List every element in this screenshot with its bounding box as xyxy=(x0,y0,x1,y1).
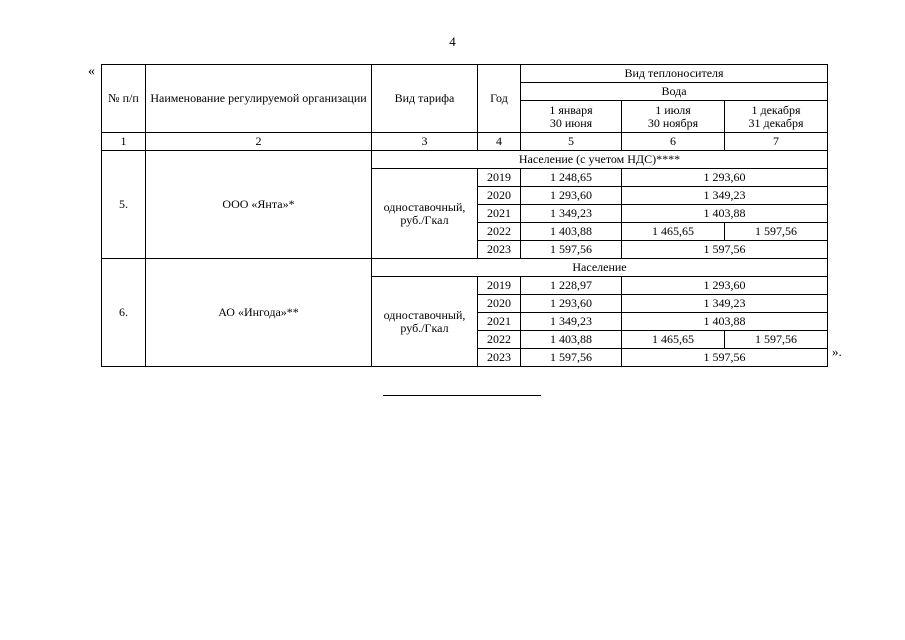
consumer-group: Население (с учетом НДС)**** xyxy=(372,151,828,169)
year-cell: 2020 xyxy=(478,187,521,205)
year-cell: 2021 xyxy=(478,313,521,331)
tariff-value-merged: 1 403,88 xyxy=(622,313,828,331)
header-tariff: Вид тарифа xyxy=(372,65,478,133)
tariff-value-period-2: 1 465,65 xyxy=(622,223,725,241)
header-carrier: Вид теплоносителя xyxy=(521,65,828,83)
tariff-value-merged: 1 293,60 xyxy=(622,169,828,187)
tariff-type: одноставочный, руб./Гкал xyxy=(372,277,478,367)
opening-quote: « xyxy=(88,64,95,79)
year-cell: 2019 xyxy=(478,277,521,295)
section-group-row xyxy=(102,151,828,169)
col-number: 7 xyxy=(725,133,828,151)
row-number: 6. xyxy=(102,259,146,367)
header-period-2: 1 июля 30 ноября xyxy=(622,101,725,133)
header-org: Наименование регулируемой организации xyxy=(146,65,372,133)
tariff-type: одноставочный, руб./Гкал xyxy=(372,169,478,259)
organization-name: ООО «Янта»* xyxy=(146,151,372,259)
row-number: 5. xyxy=(102,151,146,259)
consumer-group: Население xyxy=(372,259,828,277)
year-cell: 2022 xyxy=(478,331,521,349)
tariff-value-merged: 1 349,23 xyxy=(622,187,828,205)
header-period-1: 1 января 30 июня xyxy=(521,101,622,133)
page-number: 4 xyxy=(449,34,456,49)
tariff-value-period-1: 1 293,60 xyxy=(521,295,622,313)
header-num: № п/п xyxy=(102,65,146,133)
year-cell: 2023 xyxy=(478,349,521,367)
tariff-value-period-1: 1 349,23 xyxy=(521,205,622,223)
tariff-value-period-2: 1 465,65 xyxy=(622,331,725,349)
tariff-value-period-1: 1 597,56 xyxy=(521,349,622,367)
header-period-3: 1 декабря 31 декабря xyxy=(725,101,828,133)
tariff-value-merged: 1 403,88 xyxy=(622,205,828,223)
col-number: 6 xyxy=(622,133,725,151)
tariff-value-period-1: 1 403,88 xyxy=(521,223,622,241)
col-number: 3 xyxy=(372,133,478,151)
col-number: 4 xyxy=(478,133,521,151)
tariff-value-period-1: 1 403,88 xyxy=(521,331,622,349)
tariff-value-period-1: 1 597,56 xyxy=(521,241,622,259)
section-group-row xyxy=(102,259,828,277)
tariff-value-period-1: 1 293,60 xyxy=(521,187,622,205)
tariff-value-period-3: 1 597,56 xyxy=(725,223,828,241)
tariff-value-period-3: 1 597,56 xyxy=(725,331,828,349)
organization-name: АО «Ингода»** xyxy=(146,259,372,367)
tariff-value-period-1: 1 248,65 xyxy=(521,169,622,187)
tariff-value-merged: 1 293,60 xyxy=(622,277,828,295)
year-cell: 2023 xyxy=(478,241,521,259)
year-cell: 2020 xyxy=(478,295,521,313)
col-number: 5 xyxy=(521,133,622,151)
tariff-value-merged: 1 597,56 xyxy=(622,349,828,367)
tariff-value-merged: 1 349,23 xyxy=(622,295,828,313)
header-year: Год xyxy=(478,65,521,133)
year-cell: 2022 xyxy=(478,223,521,241)
col-number: 1 xyxy=(102,133,146,151)
year-cell: 2021 xyxy=(478,205,521,223)
closing-quote: ». xyxy=(832,344,842,359)
tariff-table xyxy=(101,64,828,367)
col-number: 2 xyxy=(146,133,372,151)
tariff-value-merged: 1 597,56 xyxy=(622,241,828,259)
year-cell: 2019 xyxy=(478,169,521,187)
header-water: Вода xyxy=(521,83,828,101)
tariff-value-period-1: 1 349,23 xyxy=(521,313,622,331)
tariff-value-period-1: 1 228,97 xyxy=(521,277,622,295)
separator-line xyxy=(383,395,541,396)
